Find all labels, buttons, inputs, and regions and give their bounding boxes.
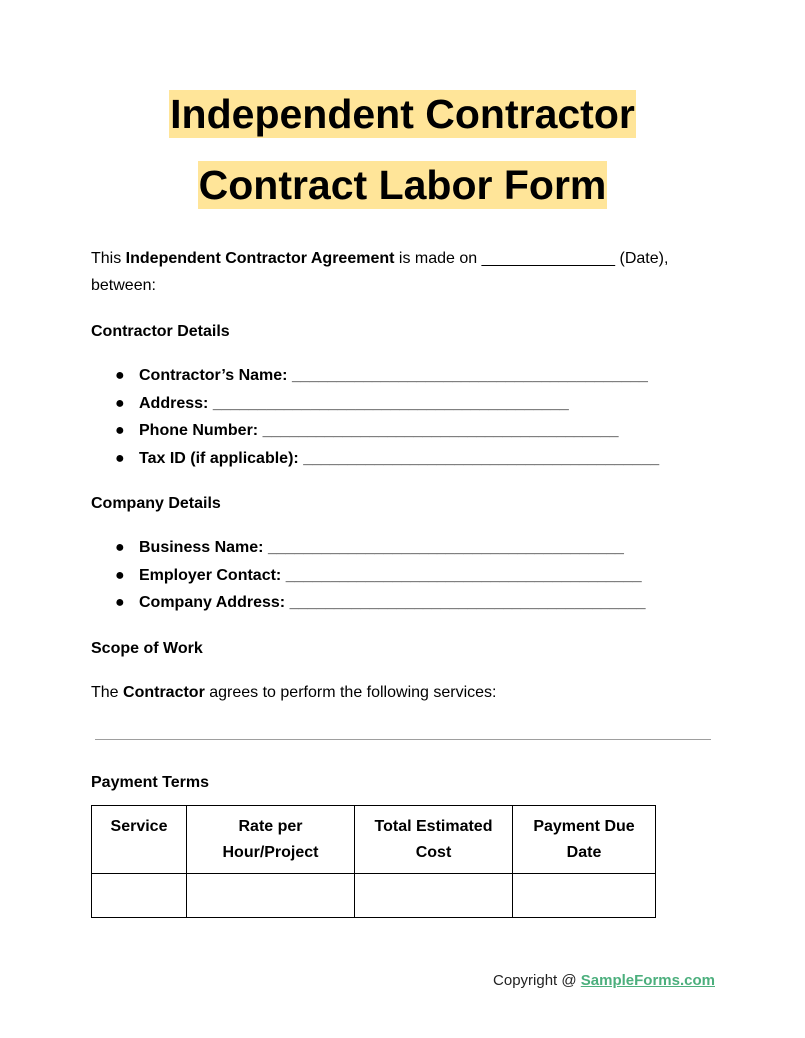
list-item <box>91 366 659 394</box>
bullet-icon: ● <box>115 449 125 467</box>
brand-link[interactable]: SampleForms.com <box>580 972 715 989</box>
employer-contact-blank[interactable]: ________________________________________ <box>285 566 642 584</box>
field-label: Tax ID (if applicable): <box>139 449 299 467</box>
list-item <box>91 566 646 594</box>
payment-due-cell[interactable] <box>513 874 656 918</box>
business-name-blank[interactable]: ________________________________________ <box>267 539 624 556</box>
field-label: Company Address: <box>139 594 286 611</box>
copyright-footer <box>493 971 715 991</box>
bullet-icon: ● <box>115 594 125 611</box>
copyright-prefix: Copyright @ <box>493 972 581 989</box>
company-address-blank[interactable]: ________________________________________ <box>289 594 646 611</box>
column-header-payment-due: Payment Due Date <box>513 806 656 874</box>
scope-of-work-heading: Scope of Work <box>91 640 203 657</box>
intro-paragraph <box>91 245 691 299</box>
column-header-total-cost: Total Estimated Cost <box>355 806 513 874</box>
field-label: Contractor’s Name: <box>139 367 288 384</box>
intro-suffix: is made on _______________ (Date), between: <box>91 250 669 294</box>
services-entry-line[interactable] <box>95 739 711 740</box>
scope-bold: Contractor <box>123 684 205 701</box>
bullet-icon: ● <box>115 566 125 584</box>
title-text-2: Contract Labor Form <box>198 162 607 208</box>
field-label: Address: <box>139 394 209 412</box>
list-item <box>91 394 659 422</box>
title-text-1: Independent Contractor <box>170 91 635 137</box>
address-blank[interactable]: ________________________________________ <box>212 394 569 412</box>
title-line-2 <box>0 161 805 209</box>
table-header-row <box>92 806 656 874</box>
contractor-name-blank[interactable]: ________________________________________ <box>291 367 648 384</box>
rate-cell[interactable] <box>187 874 355 918</box>
list-item <box>91 449 659 477</box>
list-item <box>91 538 646 566</box>
scope-of-work-paragraph <box>91 679 691 706</box>
payment-terms-table <box>91 805 656 918</box>
list-item <box>91 421 659 449</box>
field-label: Employer Contact: <box>139 566 282 584</box>
bullet-icon: ● <box>115 422 125 439</box>
bullet-icon: ● <box>115 394 125 412</box>
scope-suffix: agrees to perform the following services: <box>204 684 497 701</box>
company-details-list <box>91 538 646 621</box>
intro-prefix: This <box>91 250 126 267</box>
title-line-1 <box>0 90 805 138</box>
contractor-details-heading: Contractor Details <box>91 323 230 340</box>
column-header-service: Service <box>92 806 187 874</box>
service-cell[interactable] <box>92 874 187 918</box>
table-row <box>92 874 656 918</box>
scope-prefix: The <box>91 684 124 701</box>
column-header-rate: Rate per Hour/Project <box>187 806 355 874</box>
phone-number-blank[interactable]: ________________________________________ <box>262 422 619 439</box>
bullet-icon: ● <box>115 539 125 556</box>
intro-bold: Independent Contractor Agreement <box>125 250 395 267</box>
bullet-icon: ● <box>115 367 125 384</box>
payment-terms-heading: Payment Terms <box>91 774 209 791</box>
tax-id-blank[interactable]: ________________________________________ <box>303 449 660 467</box>
field-label: Business Name: <box>139 539 264 556</box>
contractor-details-list <box>91 366 659 476</box>
total-cost-cell[interactable] <box>355 874 513 918</box>
company-details-heading: Company Details <box>91 495 221 512</box>
field-label: Phone Number: <box>139 422 259 439</box>
list-item <box>91 593 646 621</box>
